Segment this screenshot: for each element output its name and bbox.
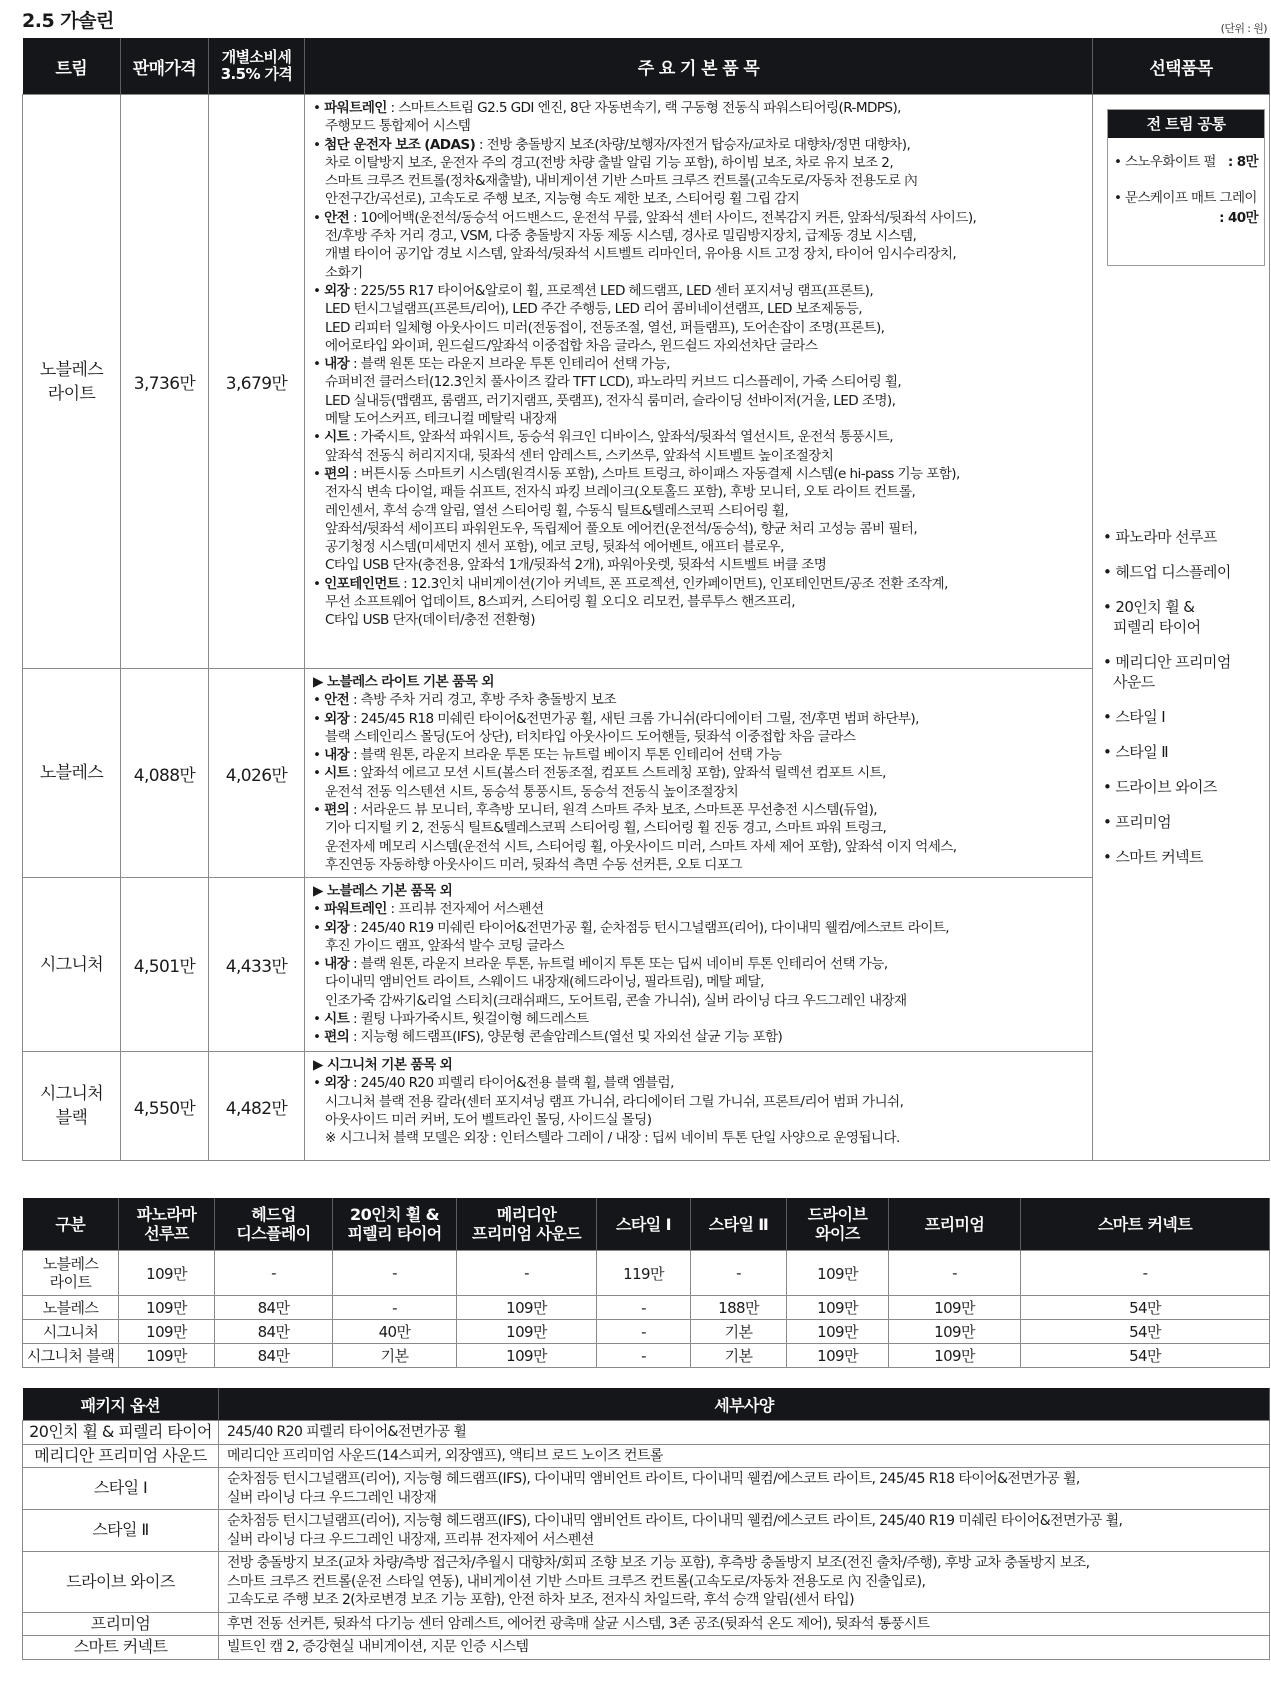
feature-label: 시트: [324, 765, 350, 782]
option-price-cell: 109만: [119, 1344, 215, 1368]
option-item: [1103, 707, 1231, 727]
option-price-cell: 84만: [215, 1296, 333, 1320]
sale-price: 4,088만: [121, 669, 209, 878]
feature-line: 운전석 전동 익스텐션 시트, 동승석 통풍시트, 동승석 전동식 높이조절장치: [325, 783, 739, 800]
package-name: 프리미엄: [23, 1612, 219, 1636]
page-title: 2.5 가솔린: [22, 10, 114, 32]
option-header: 헤드업 디스플레이: [215, 1198, 333, 1251]
feature-line: • 첨단 운전자 보조 (ADAS) : 전방 충돌방지 보조(차량/보행자/자전거 탑승자/교차로 대향차/정면 대향차),: [313, 136, 911, 153]
option-item: [1103, 597, 1231, 637]
option-header: 드라이브 와이즈: [787, 1198, 889, 1251]
feature-line: 기아 디지털 키 2, 전동식 틸트&텔레스코픽 스티어링 휠, 스티어링 휠 진동 경고, 스마트 파워 트렁크,: [325, 820, 887, 837]
feature-line: ▶ 시그니처 기본 품목 외: [313, 1057, 453, 1073]
feature-line: 레인센서, 후석 승객 알림, 열선 스티어링 휠, 수동식 틸트&텔레스코픽 스티어링 휠,: [325, 502, 789, 519]
option-price-cell: -: [1021, 1251, 1270, 1296]
feature-line: LED 턴시그널램프(프론트/리어), LED 주간 주행등, LED 리어 콤비네이션램프, LED 보조제동등,: [325, 301, 863, 318]
trim-row-noblesse: [23, 669, 1270, 878]
package-name: 드라이브 와이즈: [23, 1552, 219, 1613]
option-price-cell: 84만: [215, 1320, 333, 1344]
unit-note: (단위 : 원): [1220, 22, 1267, 35]
feature-list: [305, 878, 1093, 1052]
option-price-row: [23, 1251, 1270, 1296]
package-row: [23, 1510, 1270, 1552]
feature-line: • 외장 : 245/45 R18 미쉐린 타이어&전면가공 휠, 새틴 크롬 가니쉬(라디에이터 그릴, 전/후면 범퍼 하단부),: [313, 710, 919, 727]
feature-line: 무선 소프트웨어 업데이트, 8스피커, 스티어링 휠 오디오 리모컨, 블루투스 핸즈프리,: [325, 594, 795, 611]
feature-list: [305, 95, 1093, 669]
option-price-cell: -: [597, 1320, 691, 1344]
option-price-row: [23, 1344, 1270, 1368]
package-detail-line: 고속도로 주행 보조 2(차로변경 보조 기능 포함), 안전 하차 보조, 전자식 차일드락, 후석 승객 알림(센서 타입): [227, 1592, 854, 1608]
feature-line: 후진연동 자동하향 아웃사이드 미러, 뒷좌석 측면 수동 선커튼, 오토 디포그: [325, 856, 742, 873]
package-row: [23, 1612, 1270, 1636]
package-detail-line: 실버 라이닝 다크 우드그레인 내장재: [227, 1489, 437, 1506]
option-price-cell: 기본: [691, 1320, 787, 1344]
option-price-cell: 109만: [787, 1251, 889, 1296]
feature-line: • 외장 : 225/55 R17 타이어&알로이 휠, 프로젝션 LED 헤드램프, LED 센터 포지셔닝 램프(프론트),: [313, 282, 874, 299]
feature-line: • 시트 : 퀼팅 나파가죽시트, 웟걸이형 헤드레스트: [313, 1011, 589, 1028]
option-item-text: • 파노라마 선루프: [1103, 528, 1217, 546]
feature-line: 주행모드 통합제어 시스템: [325, 118, 471, 135]
common-option-item: • 문스케이프 매트 그레이: [1114, 190, 1257, 206]
feature-label: 첨단 운전자 보조 (ADAS): [324, 136, 476, 153]
option-row-trim: 노블레스 라이트: [23, 1251, 119, 1296]
option-price-cell: 119만: [597, 1251, 691, 1296]
common-option-price: : 40만: [1219, 210, 1258, 226]
package-detail: [219, 1510, 1270, 1552]
feature-label: 시트: [324, 1011, 350, 1028]
package-detail: [219, 1612, 1270, 1636]
option-price-cell: -: [333, 1251, 457, 1296]
option-item-text: 피렐리 타이어: [1113, 618, 1201, 636]
option-price-cell: -: [333, 1296, 457, 1320]
option-price-cell: 109만: [119, 1296, 215, 1320]
package-name: 메리디안 프리미엄 사운드: [23, 1444, 219, 1468]
option-header: 프리미엄: [889, 1198, 1021, 1251]
option-price-cell: 109만: [889, 1344, 1021, 1368]
feature-line: 스마트 크루즈 컨트롤(정차&재출발), 내비게이션 기반 스마트 크루즈 컨트롤(고속도로/자동차 전용도로 內: [325, 173, 918, 190]
option-price-cell: -: [889, 1251, 1021, 1296]
header-main-features: 주 요 기 본 품 목: [305, 38, 1093, 95]
feature-line: 공기청정 시스템(미세먼지 센서 포함), 에코 코팅, 뒷좌석 에어벤트, 애프터 블로우,: [325, 539, 784, 556]
feature-line: • 편의 : 지능형 헤드램프(IFS), 양문형 콘솔암레스트(열선 및 자외선 살균 기능 포함): [313, 1029, 783, 1046]
trim-row-noblesse-lite: [23, 95, 1270, 669]
header-tax-price: [209, 38, 305, 95]
feature-label: 외장: [324, 1075, 350, 1092]
feature-line: C타입 USB 단자(데이터/충전 전환형): [325, 612, 535, 629]
package-row: [23, 1468, 1270, 1510]
option-row-trim: 시그니처 블랙: [23, 1344, 119, 1368]
option-item-text: • 프리미엄: [1103, 813, 1171, 831]
feature-line: LED 리피터 일체형 아웃사이드 미러(전동접이, 전동조절, 열선, 퍼들램프), 도어손잡이 조명(프론트),: [325, 319, 885, 336]
package-name: 20인치 휠 & 피렐리 타이어: [23, 1421, 219, 1445]
header-trim: 트림: [23, 38, 121, 95]
trim-name: 노블레스: [23, 669, 121, 878]
feature-line: • 내장 : 블랙 원톤 또는 라운지 브라운 투톤 인테리어 선택 가능,: [313, 356, 670, 373]
feature-line: • 시트 : 가죽시트, 앞좌석 파워시트, 동승석 워크인 디바이스, 앞좌석/뒷좌석 열선시트, 운전석 통풍시트,: [313, 429, 893, 446]
feature-line: 앞좌석 전동식 허리지지대, 뒷좌석 센터 암레스트, 스키쓰루, 앞좌석 시트벨트 높이조절장치: [325, 447, 834, 464]
option-item-text: • 메리디안 프리미엄: [1103, 653, 1231, 671]
feature-line: 메탈 도어스커프, 테크니컬 메탈릭 내장재: [325, 411, 557, 428]
option-item-text: 사운드: [1113, 673, 1155, 691]
feature-line: 다이내믹 앰비언트 라이트, 스웨이드 내장재(헤드라이닝, 필라트림), 메탈 페달,: [325, 974, 764, 991]
option-item: [1103, 812, 1231, 832]
feature-line: 차로 이탈방지 보조, 운전자 주의 경고(전방 차량 출발 알림 기능 포함), 하이빔 보조, 차로 유지 보조 2,: [325, 154, 894, 171]
feature-line: 시그니처 블랙 전용 칼라(센터 포지셔닝 램프 가니쉬, 라디에이터 그릴 가니쉬, 프론트/리어 범퍼 가니쉬,: [325, 1093, 904, 1110]
trim-name: 시그니처: [23, 878, 121, 1052]
option-price-cell: 109만: [457, 1320, 597, 1344]
feature-line: 개별 타이어 공기압 경보 시스템, 앞좌석/뒷좌석 시트벨트 리마인더, 유아용 시트 고정 장치, 타이어 임시수리장치,: [325, 246, 957, 263]
option-header: 메리디안 프리미엄 사운드: [457, 1198, 597, 1251]
package-detail-line: 245/40 R20 피렐리 타이어&전면가공 휠: [227, 1424, 467, 1440]
option-price-cell: 109만: [787, 1296, 889, 1320]
tax-price: 4,433만: [209, 878, 305, 1052]
option-header: 스타일 Ⅰ: [597, 1198, 691, 1251]
option-price-cell: 109만: [889, 1320, 1021, 1344]
feature-label: 내장: [324, 956, 350, 973]
option-header: 스마트 커넥트: [1021, 1198, 1270, 1251]
feature-label: 파워트레인: [324, 901, 387, 918]
package-detail-line: 후면 전동 선커튼, 뒷좌석 다기능 센터 암레스트, 에어컨 광촉매 살균 시스템, 3존 공조(뒷좌석 온도 제어), 뒷좌석 통풍시트: [227, 1615, 930, 1632]
option-header: 20인치 휠 & 피렐리 타이어: [333, 1198, 457, 1251]
option-header: 파노라마 선루프: [119, 1198, 215, 1251]
option-item-text: • 스마트 커넥트: [1103, 848, 1203, 866]
header-package-detail: 세부사양: [219, 1388, 1270, 1421]
option-item: [1103, 777, 1231, 797]
package-detail: [219, 1421, 1270, 1445]
option-price-row: [23, 1320, 1270, 1344]
package-detail: [219, 1636, 1270, 1660]
package-detail-line: 메리디안 프리미엄 사운드(14스피커, 외장앰프), 액티브 로드 노이즈 컨트롤: [227, 1447, 663, 1464]
feature-list: [305, 669, 1093, 878]
feature-label: 안전: [324, 209, 350, 226]
option-price-cell: 54만: [1021, 1296, 1270, 1320]
package-detail-line: 순차점등 턴시그널램프(리어), 지능형 헤드램프(IFS), 다이내믹 앰비언트 라이트, 다이내믹 웰컴/에스코트 라이트, 245/40 R19 미쉐린 타이어&전면가공 휠,: [227, 1513, 1123, 1529]
tax-price: 4,482만: [209, 1052, 305, 1161]
trim-name: 시그니처 블랙: [23, 1052, 121, 1161]
feature-label: 내장: [324, 356, 350, 373]
option-item: [1103, 652, 1231, 692]
option-price-cell: -: [597, 1296, 691, 1320]
package-row: [23, 1444, 1270, 1468]
feature-list: [305, 1052, 1093, 1161]
option-column: [1093, 95, 1270, 1161]
option-header: 스타일 Ⅱ: [691, 1198, 787, 1251]
package-detail-line: 순차점등 턴시그널램프(리어), 지능형 헤드램프(IFS), 다이내믹 앰비언트 라이트, 다이내믹 웰컴/에스코트 라이트, 245/45 R18 타이어&전면가공 휠,: [227, 1471, 1080, 1487]
feature-line: 소화기: [325, 264, 363, 281]
option-price-cell: 54만: [1021, 1320, 1270, 1344]
header-options: 선택품목: [1093, 38, 1270, 95]
feature-line: 전자식 변속 다이얼, 패들 쉬프트, 전자식 파킹 브레이크(오토홀드 포함), 후방 모니터, 오토 라이트 컨트롤,: [325, 484, 916, 501]
feature-line: • 파워트레인 : 스마트스트림 G2.5 GDI 엔진, 8단 자동변속기, 랙 구동형 전동식 파워스티어링(R-MDPS),: [313, 100, 901, 116]
tax-price: 4,026만: [209, 669, 305, 878]
feature-line: ▶ 노블레스 라이트 기본 품목 외: [313, 674, 494, 690]
feature-label: 외장: [324, 919, 350, 936]
feature-label: 외장: [324, 282, 350, 299]
option-header: 구분: [23, 1198, 119, 1251]
feature-line: 슈퍼비전 클러스터(12.3인치 풀사이즈 칼라 TFT LCD), 파노라믹 커브드 디스플레이, 가죽 스티어링 휠,: [325, 374, 902, 391]
common-options-title: 전 트림 공통: [1108, 110, 1264, 138]
trim-name: 노블레스 라이트: [23, 95, 121, 669]
option-list: [1103, 527, 1231, 882]
feature-line: • 외장 : 245/40 R20 피렐리 타이어&전용 블랙 휠, 블랙 엠블럼,: [313, 1075, 674, 1092]
feature-label: 파워트레인: [324, 100, 387, 116]
feature-line: 안전구간/곡선로), 고속도로 주행 보조, 지능형 속도 제한 보조, 스티어링 휠 그립 감지: [325, 191, 800, 208]
header-tax-line2: 3.5% 가격: [220, 65, 293, 83]
feature-line: • 안전 : 측방 주차 거리 경고, 후방 주차 충돌방지 보조: [313, 692, 616, 709]
package-detail: [219, 1468, 1270, 1510]
common-option-item: • 스노우화이트 펄 : 8만: [1114, 154, 1258, 170]
option-price-cell: 109만: [787, 1320, 889, 1344]
package-detail: [219, 1444, 1270, 1468]
feature-line: • 편의 : 서라운드 뷰 모니터, 후측방 모니터, 원격 스마트 주차 보조, 스마트폰 무선충전 시스템(듀얼),: [313, 802, 877, 819]
package-detail-line: 스마트 크루즈 컨트롤(운전 스타일 연동), 내비게이션 기반 스마트 크루즈 컨트롤(고속도로/자동차 전용도로 內 진출입로),: [227, 1573, 926, 1590]
option-item-text: • 헤드업 디스플레이: [1103, 563, 1231, 581]
trim-row-signature-black: [23, 1052, 1270, 1161]
package-detail-line: 실버 라이닝 다크 우드그레인 내장재, 프리뷰 전자제어 서스펜션: [227, 1531, 594, 1548]
option-price-cell: 188만: [691, 1296, 787, 1320]
option-price-cell: 40만: [333, 1320, 457, 1344]
feature-line: 후진 가이드 램프, 앞좌석 발수 코팅 글라스: [325, 937, 565, 954]
sale-price: 4,550만: [121, 1052, 209, 1161]
option-price-cell: -: [597, 1344, 691, 1368]
package-name: 스타일 Ⅱ: [23, 1510, 219, 1552]
option-price-cell: 109만: [119, 1251, 215, 1296]
package-row: [23, 1552, 1270, 1613]
feature-line: • 내장 : 블랙 원톤, 라운지 브라운 투톤 또는 뉴트럴 베이지 투톤 인테리어 선택 가능: [313, 747, 782, 764]
common-options-box: [1107, 109, 1265, 266]
feature-line: 아웃사이드 미러 커버, 도어 벨트라인 몰딩, 사이드실 몰딩): [325, 1111, 652, 1128]
option-price-cell: 54만: [1021, 1344, 1270, 1368]
option-price-cell: 109만: [457, 1344, 597, 1368]
feature-line: • 편의 : 버튼시동 스마트키 시스템(원격시동 포함), 스마트 트렁크, 하이패스 자동결제 시스템(e hi-pass 기능 포함),: [313, 465, 960, 482]
trim-spec-table: [22, 38, 1270, 1161]
feature-line: C타입 USB 단자(충전용, 앞좌석 1개/뒷좌석 2개), 파워아웃렛, 뒷좌석 시트벨트 버클 조명: [325, 557, 827, 574]
sale-price: 4,501만: [121, 878, 209, 1052]
option-price-cell: 기본: [333, 1344, 457, 1368]
option-price-row: [23, 1296, 1270, 1320]
package-row: [23, 1636, 1270, 1660]
header-tax-line1: 개별소비세: [221, 48, 292, 66]
feature-line: ※ 시그니처 블랙 모델은 외장 : 인터스텔라 그레이 / 내장 : 딥씨 네이비 투톤 단일 사양으로 운영됩니다.: [325, 1130, 900, 1147]
feature-label: 인포테인먼트: [324, 575, 400, 592]
feature-label: 시트: [324, 429, 350, 446]
feature-line: 인조가죽 감싸기&리얼 스티치(크래쉬패드, 도어트림, 콘솔 가니쉬), 실버 라이닝 다크 우드그레인 내장재: [325, 992, 907, 1009]
option-price-cell: 109만: [889, 1296, 1021, 1320]
option-price-cell: 84만: [215, 1344, 333, 1368]
feature-label: 편의: [324, 1029, 350, 1046]
option-item: [1103, 847, 1231, 867]
feature-line: • 파워트레인 : 프리뷰 전자제어 서스펜션: [313, 901, 544, 918]
option-item-text: • 스타일 Ⅱ: [1103, 743, 1169, 761]
option-row-trim: 노블레스: [23, 1296, 119, 1320]
feature-line: • 안전 : 10에어백(운전석/동승석 어드밴스드, 운전석 무릎, 앞좌석 센터 사이드, 전복감지 커튼, 앞좌석/뒷좌석 사이드),: [313, 209, 977, 226]
tax-price: 3,679만: [209, 95, 305, 669]
trim-row-signature: [23, 878, 1270, 1052]
header-price: 판매가격: [121, 38, 209, 95]
package-name: 스타일 Ⅰ: [23, 1468, 219, 1510]
feature-line: • 인포테인먼트 : 12.3인치 내비게이션(기아 커넥트, 폰 프로젝션, 인카페이먼트), 인포테인먼트/공조 전환 조작계,: [313, 575, 948, 592]
option-price-cell: 109만: [787, 1344, 889, 1368]
package-detail-line: 빌트인 캠 2, 증강현실 내비게이션, 지문 인증 시스템: [227, 1639, 529, 1655]
option-item: [1103, 527, 1231, 547]
option-row-trim: 시그니처: [23, 1320, 119, 1344]
feature-label: 안전: [324, 692, 350, 709]
feature-line: 앞좌석/뒷좌석 세이프티 파워윈도우, 독립제어 풀오토 에어컨(운전석/동승석), 향균 처리 고성능 콤비 필터,: [325, 520, 918, 537]
option-item-text: • 20인치 휠 &: [1103, 598, 1195, 616]
package-table: [22, 1388, 1270, 1660]
feature-line: ▶ 노블레스 기본 품목 외: [313, 883, 453, 899]
option-item-text: • 스타일 Ⅰ: [1103, 708, 1166, 726]
feature-line: 블랙 스테인리스 몰딩(도어 상단), 터치타입 아웃사이드 도어핸들, 뒷좌석 이중접합 차음 글라스: [325, 728, 856, 745]
option-price-table: [22, 1198, 1270, 1368]
feature-label: 편의: [324, 465, 350, 482]
option-price-cell: -: [457, 1251, 597, 1296]
feature-line: LED 실내등(맵램프, 룸램프, 러기지램프, 풋램프), 전자식 룸미러, 슬라이딩 선바이저(거울, LED 조명),: [325, 392, 896, 409]
option-price-cell: -: [215, 1251, 333, 1296]
package-name: 스마트 커넥트: [23, 1636, 219, 1660]
feature-line: 운전자세 메모리 시스템(운전석 시트, 스티어링 휠, 아웃사이드 미러, 스마트 자세 제어 포함), 앞좌석 이지 억세스,: [325, 838, 957, 855]
option-item-text: • 드라이브 와이즈: [1103, 778, 1217, 796]
option-item: [1103, 742, 1231, 762]
feature-label: 편의: [324, 802, 350, 819]
option-price-cell: 109만: [119, 1320, 215, 1344]
header-package: 패키지 옵션: [23, 1388, 219, 1421]
package-detail: [219, 1552, 1270, 1613]
option-price-cell: 기본: [691, 1344, 787, 1368]
feature-line: 전/후방 주차 거리 경고, VSM, 다중 충돌방지 자동 제동 시스템, 경사로 밀림방지장치, 급제동 경보 시스템,: [325, 228, 917, 245]
option-item: [1103, 562, 1231, 582]
sale-price: 3,736만: [121, 95, 209, 669]
feature-label: 내장: [324, 747, 350, 764]
package-detail-line: 전방 충돌방지 보조(교차 차량/측방 접근차/추월시 대향차/회피 조향 보조 기능 포함), 후측방 충돌방지 보조(전진 출차/주행), 후방 교차 충돌방지 보조,: [227, 1555, 1090, 1571]
feature-line: • 시트 : 앞좌석 에르고 모션 시트(볼스터 전동조절, 컴포트 스트레칭 포함), 앞좌석 릴렉션 컴포트 시트,: [313, 765, 886, 782]
option-price-cell: 109만: [457, 1296, 597, 1320]
feature-label: 외장: [324, 710, 350, 727]
package-row: [23, 1421, 1270, 1445]
feature-line: • 내장 : 블랙 원톤, 라운지 브라운 투톤, 뉴트럴 베이지 투톤 또는 딥씨 네이비 투톤 인테리어 선택 가능,: [313, 956, 888, 973]
feature-line: • 외장 : 245/40 R19 미쉐린 타이어&전면가공 휠, 순차점등 턴시그널램프(리어), 다이내믹 웰컴/에스코트 라이트,: [313, 919, 949, 936]
feature-line: 에어로타입 와이퍼, 윈드쉴드/앞좌석 이중접합 차음 글라스, 윈드쉴드 자외선차단 글라스: [325, 337, 818, 354]
option-price-cell: -: [691, 1251, 787, 1296]
